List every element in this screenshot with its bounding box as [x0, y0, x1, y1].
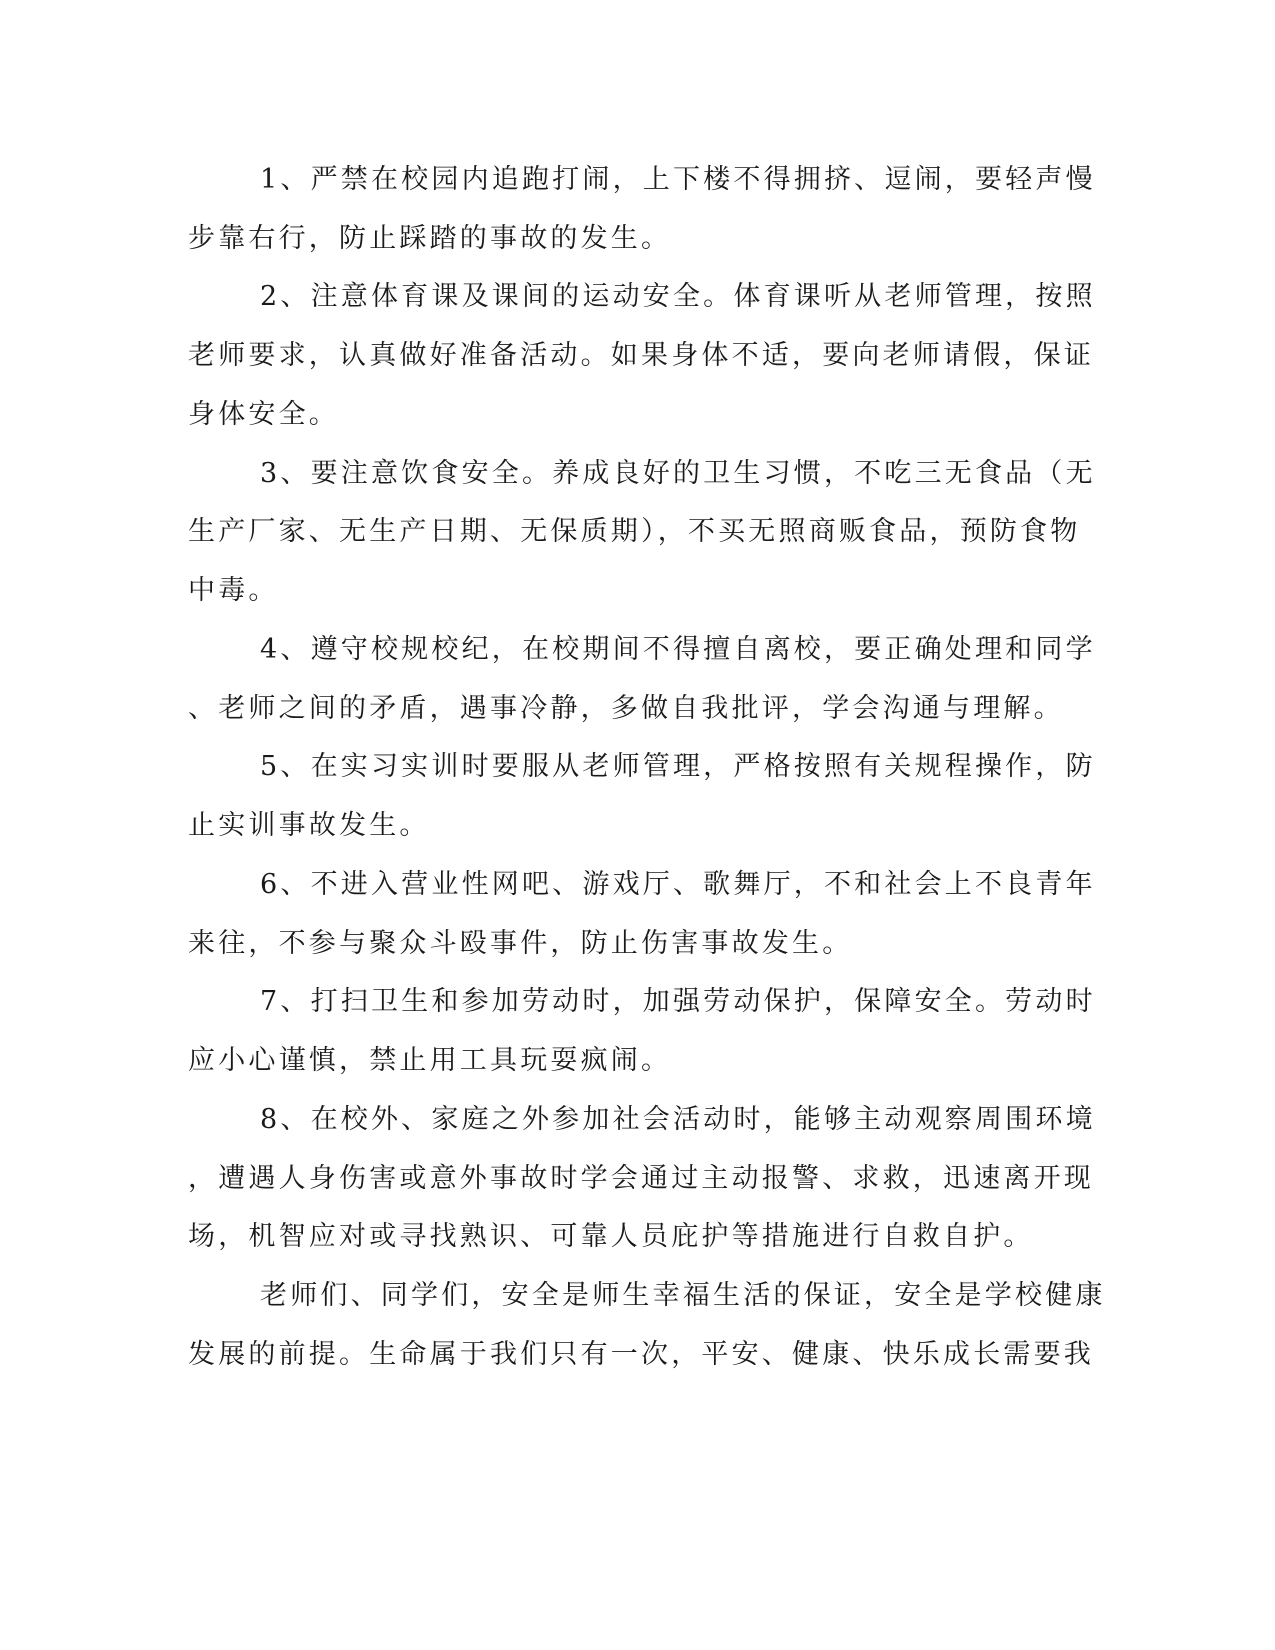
- text-line-17: 8、在校外、家庭之外参加社会活动时，能够主动观察周围环境: [260, 1104, 1096, 1135]
- text-line-21: 发展的前提。生命属于我们只有一次，平安、健康、快乐成长需要我: [188, 1339, 1094, 1370]
- text-line-1: 1、严禁在校园内追跑打闹，上下楼不得拥挤、逗闹，要轻声慢: [260, 164, 1096, 195]
- text-line-10: 、老师之间的矛盾，遇事冷静，多做自我批评，学会沟通与理解。: [188, 693, 1064, 724]
- text-line-4: 老师要求，认真做好准备活动。如果身体不适，要向老师请假，保证: [188, 340, 1094, 371]
- text-line-15: 7、打扫卫生和参加劳动时，加强劳动保护，保障安全。劳动时: [260, 986, 1096, 1017]
- text-line-9: 4、遵守校规校纪，在校期间不得擅自离校，要正确处理和同学: [260, 634, 1096, 665]
- text-line-18: ，遭遇人身伤害或意外事故时学会通过主动报警、求救，迅速离开现: [188, 1163, 1094, 1194]
- text-line-12: 止实训事故发生。: [188, 810, 430, 841]
- text-line-11: 5、在实习实训时要服从老师管理，严格按照有关规程操作，防: [260, 751, 1096, 782]
- text-line-7: 生产厂家、无生产日期、无保质期），不买无照商贩食品，预防食物: [188, 516, 1081, 547]
- text-line-14: 来往，不参与聚众斗殴事件，防止伤害事故发生。: [188, 928, 853, 959]
- text-line-3: 2、注意体育课及课间的运动安全。体育课听从老师管理，按照: [260, 281, 1096, 312]
- text-line-19: 场，机智应对或寻找熟识、可靠人员庇护等措施进行自救自护。: [188, 1221, 1034, 1252]
- text-line-16: 应小心谨慎，禁止用工具玩耍疯闹。: [188, 1045, 672, 1076]
- text-line-2: 步靠右行，防止踩踏的事故的发生。: [188, 223, 672, 254]
- text-line-6: 3、要注意饮食安全。养成良好的卫生习惯，不吃三无食品（无: [260, 458, 1096, 489]
- text-line-5: 身体安全。: [188, 399, 339, 430]
- text-line-8: 中毒。: [188, 575, 279, 606]
- text-line-20: 老师们、同学们，安全是师生幸福生活的保证，安全是学校健康: [260, 1280, 1106, 1311]
- text-line-13: 6、不进入营业性网吧、游戏厅、歌舞厅，不和社会上不良青年: [260, 869, 1096, 900]
